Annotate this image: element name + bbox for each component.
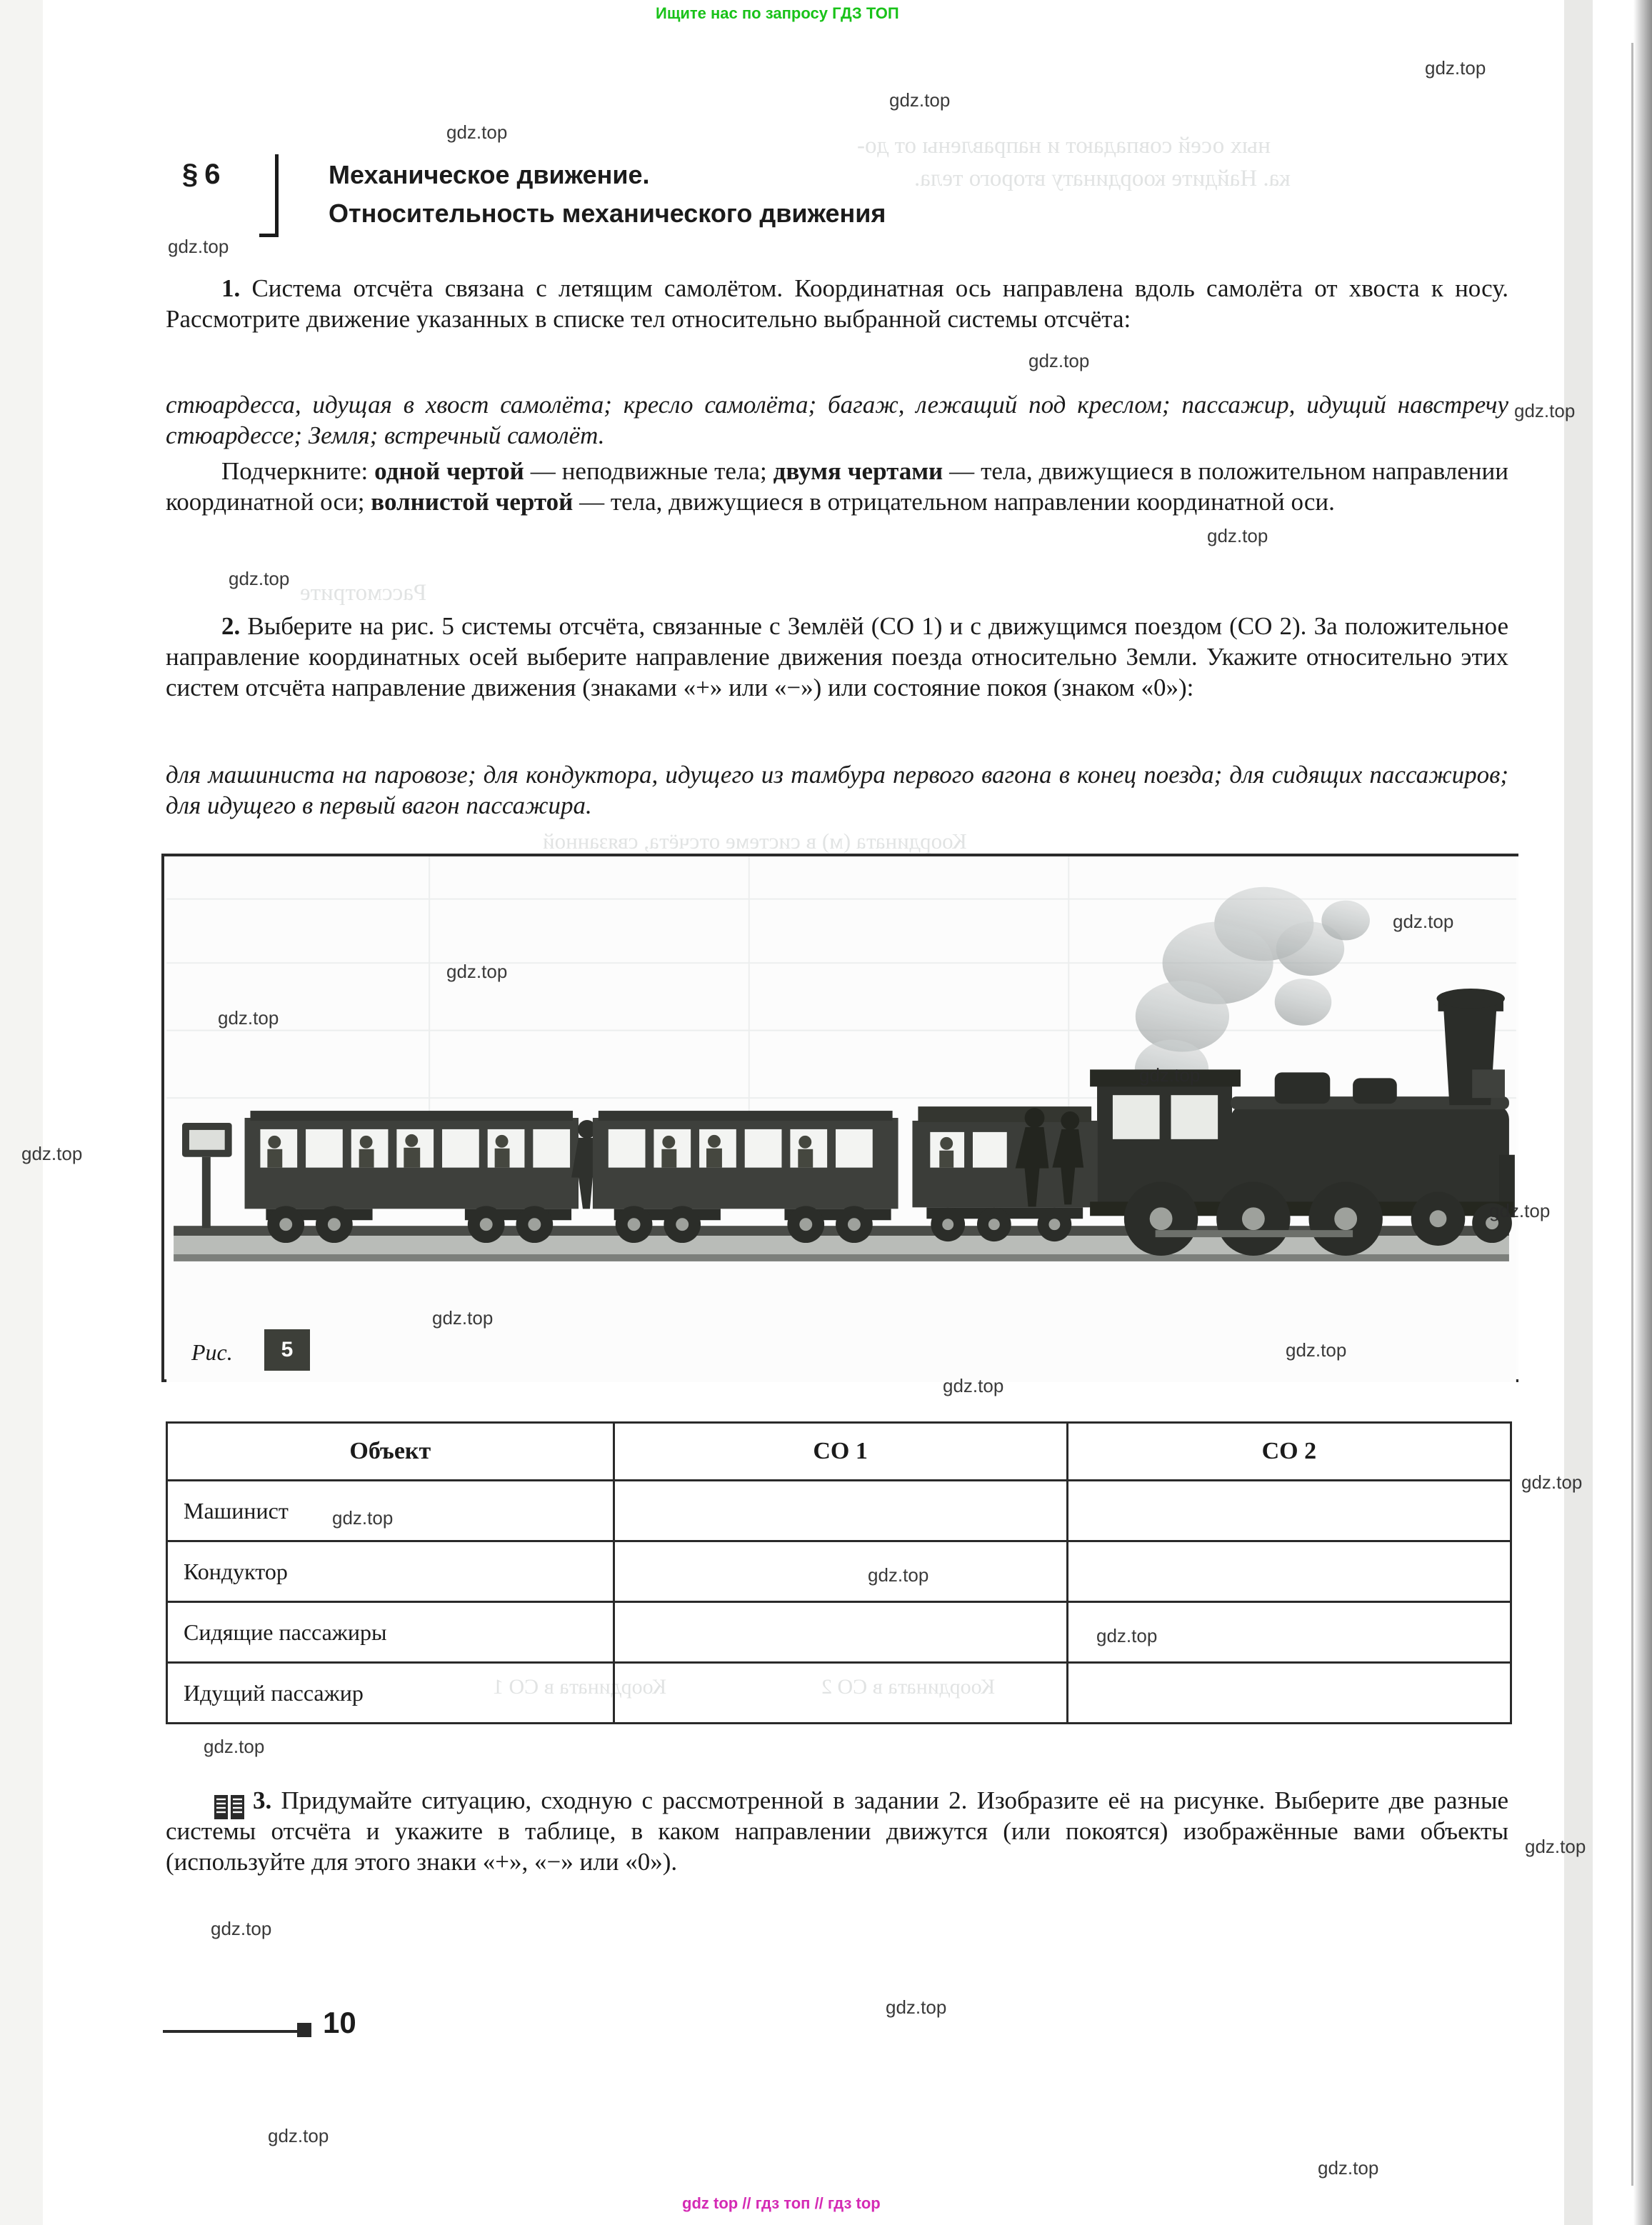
task3-text: Придумайте ситуацию, сходную с рассмотренной в задании 2. Изобразите её на рисунке. Выберите две разные системы отсчёта и укажите в таблице, в каком направлении движутся (или покоятся) изображённые вами объекты (используйте для этого знаки «+», «−» или «0»). <box>166 1786 1508 1876</box>
table-header-row <box>167 1423 1511 1481</box>
watermark-14: gdz.top <box>432 1307 494 1329</box>
section-rule-horizontal <box>259 234 279 237</box>
table-header-co2: СО 2 <box>1067 1423 1511 1481</box>
task3-number: 3. <box>253 1786 272 1814</box>
book-binding-shadow <box>1633 0 1652 2225</box>
task2-text: Выберите на рис. 5 системы отсчёта, связанные с Землёй (СО 1) и с движущимся поездом (СО 2). За положительное направление координатных осей выберите направление движения поезда относительно Земли. Укажите относительно этих систем отсчёта направление движения (знаками «+» или «−») или состояние покоя (знаком «0»): <box>166 612 1508 701</box>
section-symbol-number <box>182 159 221 191</box>
table-cell-co2[interactable] <box>1067 1663 1511 1724</box>
table-cell-object: Идущий пассажир <box>167 1663 614 1724</box>
ghost-bottom-2: Координата в СО 2 <box>821 1675 996 1699</box>
promo-banner-top: Ищите нас по запросу ГДЗ ТОП <box>656 4 899 22</box>
watermark-19: gdz.top <box>868 1564 929 1586</box>
table-cell-co2[interactable] <box>1067 1481 1511 1541</box>
task1-italic-list: стюардесса, идущая в хвост самолёта; кресло самолёта; багаж, лежащий под креслом; пассажир, идущий навстречу стюардессе; Земля; встречный самолёт. <box>166 391 1508 449</box>
task1-instruction <box>166 456 1508 517</box>
task1-mid-1: — неподвижные тела; <box>524 457 774 485</box>
task1-text: Система отсчёта связана с летящим самолётом. Координатная ось направлена вдоль самолёта от хвоста к носу. Рассмотрите движение указанных в списке тел относительно выбранной системы отсчёта: <box>166 274 1508 333</box>
promo-banner-bottom: gdz top // гдз топ // гдз top <box>682 2194 881 2212</box>
watermark-11: gdz.top <box>1139 1064 1201 1086</box>
watermark-6: gdz.top <box>1207 525 1268 546</box>
binding-line <box>1631 43 1633 2186</box>
table-row <box>167 1602 1511 1663</box>
tender <box>912 1106 1097 1241</box>
page-number: 10 <box>323 2006 356 2039</box>
ghost-text-top-1: ных осей совпадают и направлены от до- <box>857 133 1271 159</box>
figure-caption-label: Рис. <box>191 1339 233 1365</box>
watermark-1: gdz.top <box>889 89 951 111</box>
table-cell-co1[interactable] <box>614 1663 1067 1724</box>
watermark-8: gdz.top <box>446 961 508 982</box>
task2-italic-list: для машиниста на паровозе; для кондуктора, идущего из тамбура первого вагона в конец поезда; для сидящих пассажиров; для идущего в первый вагон пассажира. <box>166 761 1508 819</box>
section-number: 6 <box>204 159 221 190</box>
task1-mid-3: — тела, движущиеся в отрицательном направлении координатной оси. <box>573 488 1335 516</box>
watermark-21: gdz.top <box>204 1736 265 1757</box>
table-row <box>167 1541 1511 1602</box>
table-header-co1: СО 1 <box>614 1423 1067 1481</box>
table-cell-object: Кондуктор <box>167 1541 614 1602</box>
train-illustration <box>164 856 1518 1382</box>
section-symbol: § <box>182 159 199 190</box>
table-cell-co1[interactable] <box>614 1541 1067 1602</box>
watermark-20: gdz.top <box>1096 1625 1158 1646</box>
task2-number: 2. <box>221 612 241 640</box>
ghost-text-top-2: ка. Найдите координату второго тела. <box>914 166 1291 191</box>
watermark-0: gdz.top <box>1425 57 1486 79</box>
watermark-2: gdz.top <box>446 121 508 143</box>
watermark-10: gdz.top <box>218 1007 279 1029</box>
watermark-22: gdz.top <box>1525 1836 1586 1857</box>
task1-bold-2: двумя чертами <box>773 457 943 485</box>
ghost-table-head: Координата (м) в системе отсчёта, связанной <box>543 829 967 854</box>
watermark-3: gdz.top <box>168 236 229 257</box>
watermark-9: gdz.top <box>1393 911 1454 932</box>
table-cell-object: Сидящие пассажиры <box>167 1602 614 1663</box>
watermark-15: gdz.top <box>1286 1339 1347 1361</box>
watermark-17: gdz.top <box>1521 1471 1583 1493</box>
task1-number: 1. <box>221 274 241 302</box>
watermark-16: gdz.top <box>943 1375 1004 1396</box>
watermark-18: gdz.top <box>332 1507 394 1529</box>
table-row <box>167 1663 1511 1724</box>
figure-train <box>161 854 1518 1382</box>
task1-bold-3: волнистой чертой <box>371 488 574 516</box>
watermark-7: gdz.top <box>229 568 290 589</box>
watermark-5: gdz.top <box>1514 400 1576 421</box>
figure-caption-number: 5 <box>264 1329 310 1371</box>
watermark-4: gdz.top <box>1028 350 1090 371</box>
watermark-23: gdz.top <box>211 1918 272 1939</box>
footer-rule <box>163 2030 297 2033</box>
task1-mid-2: — тела, движущиеся в положительном направлении координатной оси; <box>166 457 1508 516</box>
watermark-26: gdz.top <box>1318 2157 1379 2179</box>
section-rule-vertical <box>275 154 279 237</box>
task3-body <box>166 1785 1508 1877</box>
table-header-object: Объект <box>167 1423 614 1481</box>
ghost-bottom-1: Координата в СО 1 <box>493 1675 667 1699</box>
task2-body <box>166 611 1508 703</box>
watermark-13: gdz.top <box>1489 1200 1551 1221</box>
table-cell-co1[interactable] <box>614 1481 1067 1541</box>
footer-square <box>297 2023 311 2037</box>
table-cell-co2[interactable] <box>1067 1541 1511 1602</box>
table-cell-co1[interactable] <box>614 1602 1067 1663</box>
task1-instruction-prefix: Подчеркните: <box>221 457 375 485</box>
section-title-line-2: Относительность механического движения <box>329 199 886 228</box>
answers-table <box>166 1421 1512 1724</box>
watermark-25: gdz.top <box>268 2125 329 2146</box>
watermark-12: gdz.top <box>21 1143 83 1164</box>
section-title-line-1: Механическое движение. <box>329 160 650 189</box>
task1-body <box>166 273 1508 334</box>
task1-bold-1: одной чертой <box>374 457 524 485</box>
ghost-text-mid-1: Рассмотрите <box>300 580 427 606</box>
watermark-24: gdz.top <box>886 1996 947 2018</box>
table-cell-object: Машинист <box>167 1481 614 1541</box>
